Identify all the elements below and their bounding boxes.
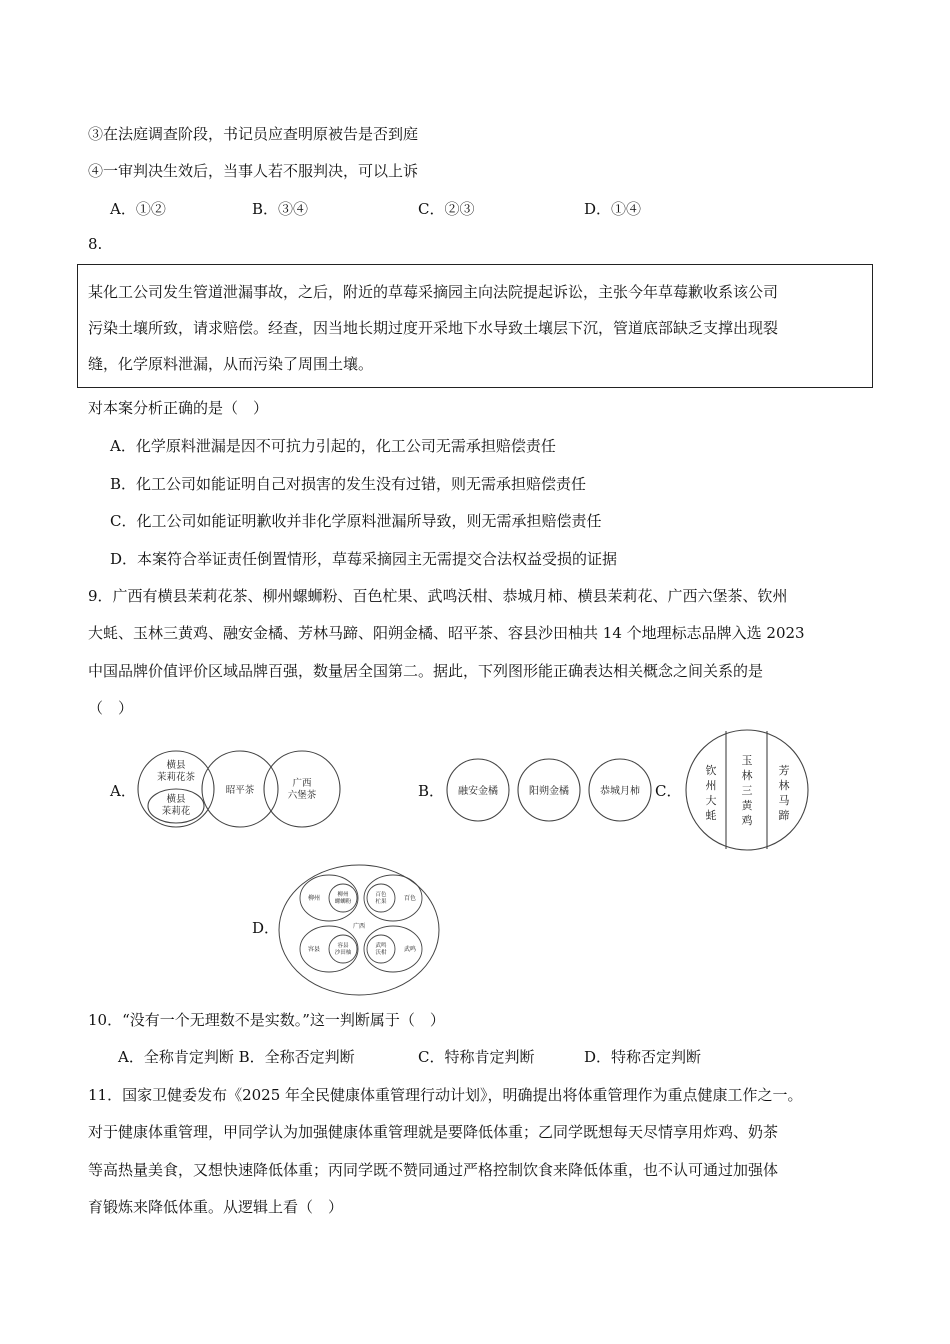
svg-text:钦: 钦	[705, 764, 717, 777]
q8-option-b[interactable]: B．化工公司如能证明自己对损害的发生没有过错，则无需承担赔偿责任	[110, 475, 587, 493]
q8-stem: 对本案分析正确的是（ ）	[88, 399, 269, 417]
svg-text:蹄: 蹄	[778, 809, 790, 822]
q9-line-4: （ ）	[88, 699, 134, 717]
diagram-d	[275, 862, 445, 998]
svg-text:三: 三	[741, 784, 753, 797]
diagram-d-br-inner-2: 沃柑	[375, 950, 387, 956]
svg-text:蚝: 蚝	[705, 809, 717, 822]
diagram-c-label[interactable]: C．	[655, 782, 682, 800]
diagram-d-br-outer: 武鸣	[403, 946, 417, 953]
diagram-b-text-2: 阳朔金橘	[529, 786, 569, 797]
q11-line-4: 育锻炼来降低体重。从逻辑上看（ ）	[88, 1198, 344, 1216]
q8-option-d[interactable]: D．本案符合举证责任倒置情形，草莓采摘园主无需提交合法权益受损的证据	[110, 550, 618, 568]
q7-option-c[interactable]: C．②③	[418, 200, 475, 218]
q11-line-2: 对于健康体重管理，甲同学认为加强健康体重管理就是要降低体重；乙同学既想每天尽情享用炸鸡、奶茶	[88, 1123, 779, 1141]
q7-item-3: ③在法庭调查阶段，书记员应查明原被告是否到庭	[88, 125, 419, 143]
diagram-b-text-1: 融安金橘	[458, 786, 498, 797]
q7-option-d[interactable]: D．①④	[584, 200, 642, 218]
diagram-b-text-3: 恭城月柿	[600, 786, 640, 797]
diagram-c	[680, 728, 816, 852]
diagram-c-col-2	[742, 754, 754, 827]
q8-material-line-1: 某化工公司发生管道泄漏事故，之后，附近的草莓采摘园主向法院提起诉讼，主张今年草莓歉收系该公司	[88, 283, 779, 301]
diagram-d-tr-inner-1: 百色	[375, 892, 387, 898]
q9-line-1: 9．广西有横县茉莉花茶、柳州螺蛳粉、百色杧果、武鸣沃柑、恭城月柿、横县茉莉花、广西六堡茶、钦州	[88, 587, 788, 605]
diagram-a-right-text-2: 六堡茶	[287, 790, 317, 801]
diagram-c-col-1	[706, 763, 717, 822]
diagram-b	[440, 755, 660, 827]
q8-material-line-2: 污染土壤所致，请求赔偿。经查，因当地长期过度开采地下水导致土壤层下沉，管道底部缺乏支撑出现裂	[88, 319, 779, 337]
svg-text:黄: 黄	[741, 799, 753, 812]
q10-option-d[interactable]: D．特称否定判断	[584, 1048, 702, 1066]
diagram-d-bl-inner-1: 容县	[337, 943, 349, 949]
diagram-c-col-3	[779, 763, 790, 822]
diagram-d-center-text: 广西	[352, 923, 366, 930]
diagram-a-right-circle	[264, 751, 340, 827]
q10-stem: 10．“没有一个无理数不是实数。”这一判断属于（ ）	[88, 1011, 445, 1029]
svg-text:鸡: 鸡	[741, 814, 753, 827]
diagram-d-bl-outer: 容县	[307, 946, 321, 953]
q9-line-2: 大蚝、玉林三黄鸡、融安金橘、芳林马蹄、阳朔金橘、昭平茶、容县沙田柚共 14 个地理标志品牌入选 2023	[88, 624, 805, 642]
svg-text:林: 林	[778, 779, 790, 792]
diagram-d-tl-outer: 柳州	[307, 895, 321, 902]
diagram-d-bl-inner-2: 沙田柚	[334, 950, 352, 956]
diagram-d-label[interactable]: D．	[252, 919, 280, 937]
diagram-a-right-text-1: 广西	[292, 778, 312, 789]
diagram-a-middle-text: 昭平茶	[225, 785, 255, 796]
q8-material-line-3: 缝，化学原料泄漏，从而污染了周围土壤。	[88, 355, 374, 373]
svg-text:玉: 玉	[741, 754, 753, 767]
svg-text:马: 马	[778, 794, 790, 807]
diagram-a-inner-text-1: 横县	[166, 794, 186, 805]
diagram-a-outer-text-1: 横县	[166, 760, 186, 771]
diagram-d-tl-inner-1: 柳州	[337, 892, 349, 898]
diagram-a	[130, 740, 350, 840]
q8-option-c[interactable]: C．化工公司如能证明歉收并非化学原料泄漏所导致，则无需承担赔偿责任	[110, 512, 602, 530]
q11-line-1: 11．国家卫健委发布《2025 年全民健康体重管理行动计划》，明确提出将体重管理作为重点健康工作之一。	[88, 1086, 803, 1104]
diagram-a-inner-text-2: 茉莉花	[161, 806, 191, 817]
diagram-d-br-inner-1: 武鸣	[375, 943, 387, 949]
q10-option-c[interactable]: C．特称肯定判断	[418, 1048, 535, 1066]
q8-number: 8.	[88, 235, 103, 253]
diagram-d-tr-inner-2: 杧果	[375, 899, 387, 905]
q7-item-4: ④一审判决生效后，当事人若不服判决，可以上诉	[88, 162, 419, 180]
q7-option-b[interactable]: B．③④	[252, 200, 309, 218]
diagram-d-tl-inner-2: 螺蛳粉	[334, 899, 352, 905]
q7-option-a[interactable]: A．①②	[110, 200, 166, 218]
diagram-a-label[interactable]: A．	[110, 782, 136, 800]
q11-line-3: 等高热量美食，又想快速降低体重；丙同学既不赞同通过严格控制饮食来降低体重，也不认可通过加强体	[88, 1161, 779, 1179]
svg-text:林: 林	[741, 769, 753, 782]
svg-text:芳: 芳	[778, 764, 790, 777]
diagram-d-outer-ellipse	[279, 865, 439, 995]
q9-line-3: 中国品牌价值评价区域品牌百强，数量居全国第二。据此，下列图形能正确表达相关概念之间关系的是	[88, 662, 764, 680]
svg-text:州: 州	[705, 779, 717, 792]
svg-text:大: 大	[705, 794, 717, 807]
diagram-a-outer-text-2: 茉莉花茶	[156, 772, 196, 783]
diagram-d-tr-outer: 百色	[403, 895, 417, 902]
q10-option-ab[interactable]: A．全称肯定判断 B．全称否定判断	[118, 1048, 355, 1066]
q8-option-a[interactable]: A．化学原料泄漏是因不可抗力引起的，化工公司无需承担赔偿责任	[110, 437, 556, 455]
diagram-b-label[interactable]: B．	[418, 782, 445, 800]
